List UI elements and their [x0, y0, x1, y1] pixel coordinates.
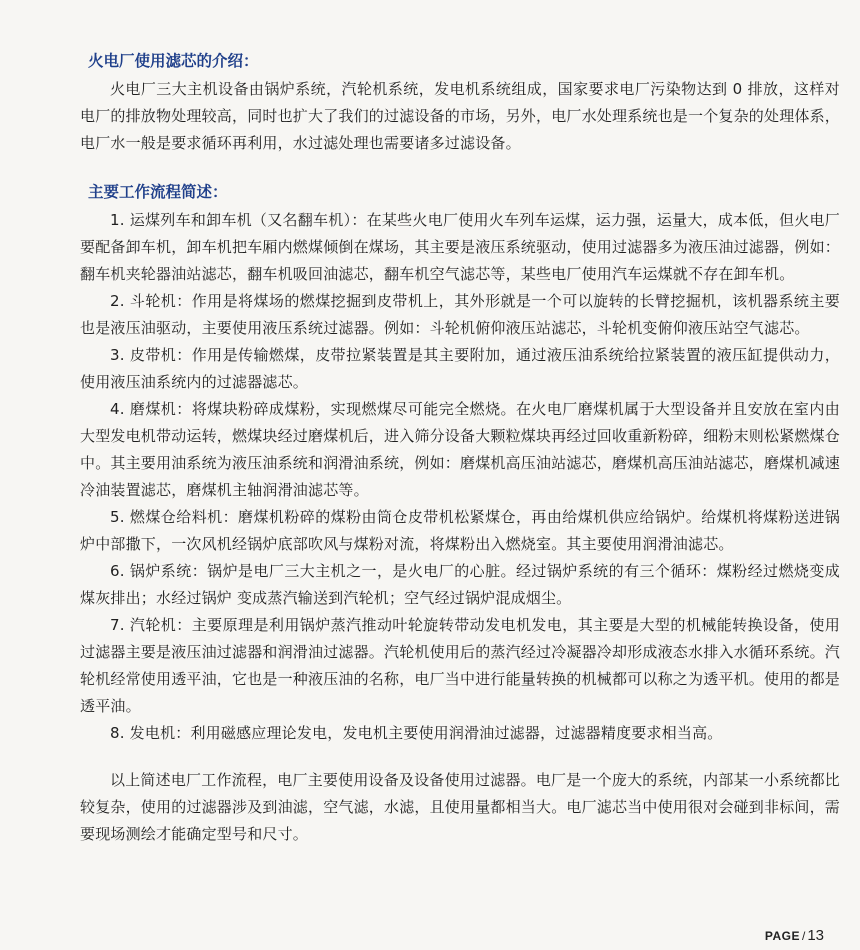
- workflow-item-6: 6. 锅炉系统：锅炉是电厂三大主机之一，是火电厂的心脏。经过锅炉系统的有三个循环：煤粉经过燃烧变成煤灰排出；水经过锅炉 变成蒸汽输送到汽轮机；空气经过锅炉混成烟尘。: [80, 562, 840, 607]
- page-content: [80, 48, 840, 848]
- workflow-item-4: 4. 磨煤机：将煤块粉碎成煤粉，实现燃煤尽可能完全燃烧。在火电厂磨煤机属于大型设备并且安放在室内由大型发电机带动运转，燃煤块经过磨煤机后，进入筛分设备大颗粒煤块再经过回收重新粉碎，细粉末则松紧燃煤仓中。其主要用油系统为液压油系统和润滑油系统，例如：磨煤机高压油站滤芯，磨煤机高压油站滤芯，磨煤机减速冷油装置滤芯，磨煤机主轴润滑油滤芯等。: [80, 400, 841, 499]
- intro-paragraph: 火电厂三大主机设备由锅炉系统，汽轮机系统，发电机系统组成，国家要求电厂污染物达到 0 排放，这样对电厂的排放物处理较高，同时也扩大了我们的过滤设备的市场，另外，电厂水处理系统也是一个复杂的处理体系，电厂水一般是要求循环再利用，水过滤处理也需要诸多过滤设备。: [80, 80, 841, 152]
- workflow-heading: 主要工作流程简述：: [88, 183, 228, 201]
- workflow-item-1: 1. 运煤列车和卸车机（又名翻车机）：在某些火电厂使用火车列车运煤，运力强，运量大，成本低，但火电厂要配备卸车机，卸车机把车厢内燃煤倾倒在煤场，其主要是液压系统驱动，使用过滤器多为液压油过滤器，例如：翻车机夹轮器油站滤芯，翻车机吸回油滤芯，翻车机空气滤芯等，某些电厂使用汽车运煤就不存在卸车机。: [80, 211, 841, 283]
- intro-heading: 火电厂使用滤芯的介绍：: [88, 52, 259, 70]
- page-separator: /: [801, 929, 806, 943]
- workflow-item-7: 7. 汽轮机：主要原理是利用锅炉蒸汽推动叶轮旋转带动发电机发电，其主要是大型的机械能转换设备，使用过滤器主要是液压油过滤器和润滑油过滤器。汽轮机使用后的蒸汽经过冷凝器冷却形成液态水排入水循环系统。汽轮机经常使用透平油，它也是一种液压油的名称，电厂当中进行能量转换的机械都可以称之为透平机。使用的都是透平油。: [80, 616, 841, 715]
- intro-section: [80, 48, 840, 157]
- summary-section: [80, 767, 840, 848]
- workflow-item-3: 3. 皮带机：作用是传输燃煤，皮带拉紧装置是其主要附加，通过液压油系统给拉紧装置的液压缸提供动力，使用液压油系统内的过滤器滤芯。: [80, 346, 840, 391]
- page-footer: [765, 927, 824, 944]
- workflow-section: [80, 179, 840, 747]
- section-spacer: [80, 157, 840, 179]
- workflow-item-2: 2. 斗轮机：作用是将煤场的燃煤挖掘到皮带机上，其外形就是一个可以旋转的长臂挖掘机，该机器系统主要也是液压油驱动，主要使用液压系统过滤器。例如：斗轮机俯仰液压站滤芯，斗轮机变俯仰液压站空气滤芯。: [80, 292, 840, 337]
- summary-paragraph: 以上简述电厂工作流程，电厂主要使用设备及设备使用过滤器。电厂是一个庞大的系统，内部某一小系统都比较复杂，使用的过滤器涉及到油滤，空气滤，水滤，且使用量都相当大。电厂滤芯当中使用很对会碰到非标间，需要现场测绘才能确定型号和尺寸。: [80, 771, 841, 843]
- workflow-item-8: 8. 发电机：利用磁感应理论发电，发电机主要使用润滑油过滤器，过滤器精度要求相当高。: [110, 724, 723, 742]
- page-number: 13: [807, 927, 824, 944]
- page-label: PAGE: [764, 929, 800, 943]
- workflow-item-5: 5. 燃煤仓给料机：磨煤机粉碎的煤粉由筒仓皮带机松紧煤仓，再由给煤机供应给锅炉。给煤机将煤粉送进锅炉中部撒下，一次风机经锅炉底部吹风与煤粉对流，将煤粉出入燃烧室。其主要使用润滑油滤芯。: [80, 508, 840, 553]
- section-spacer: [80, 747, 840, 767]
